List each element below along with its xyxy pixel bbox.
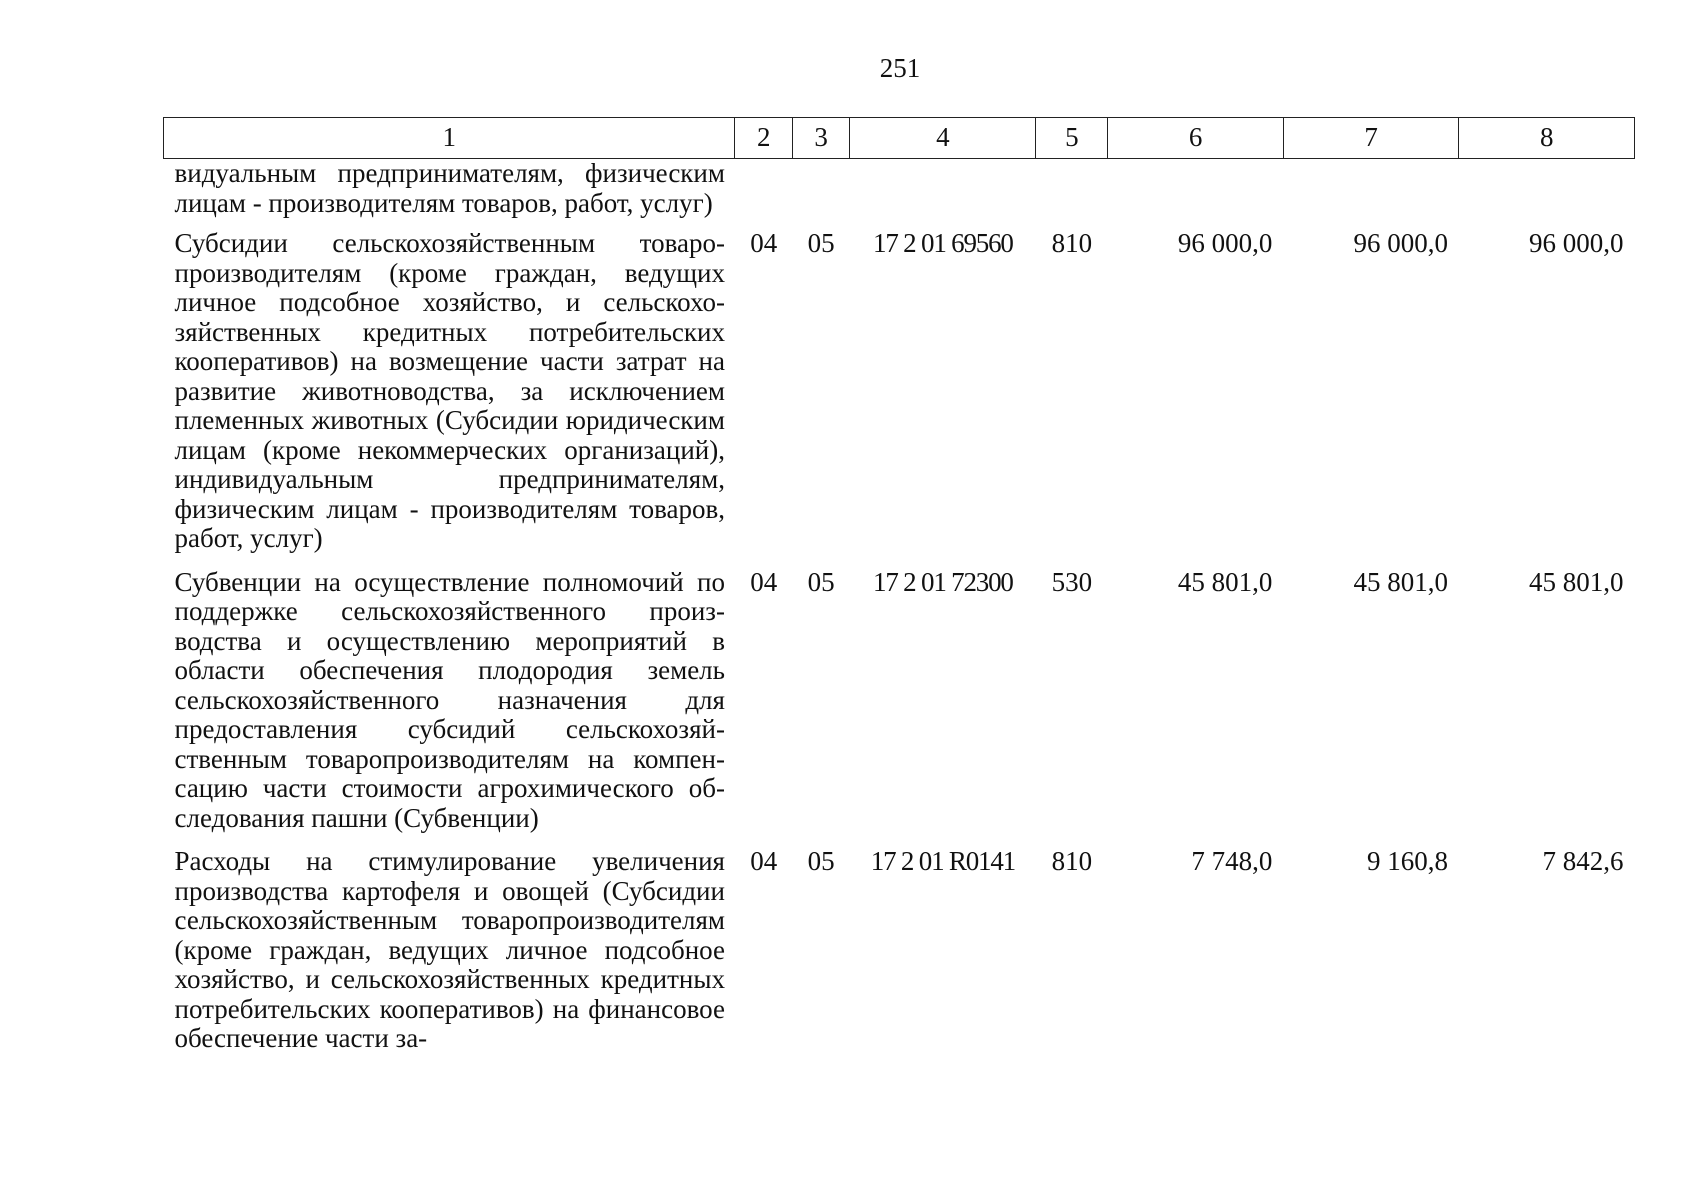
empty-cell xyxy=(1283,159,1459,230)
table-row xyxy=(164,847,1635,1068)
row-section-code: 04 xyxy=(750,228,778,258)
row-section-code: 04 xyxy=(750,566,778,597)
empty-cell xyxy=(735,159,792,230)
row-description: Субвенции на осуществление полномочий по поддержке сельскохозяйственного производства и осуществлению мероприятий в области обеспечения плодородия земель сельскохозяйственного назначения для предоставления субсидий сельскохозяйственным товаропроизводителям на компенсацию части стоимости агрохимического обследования пашни (Субвенции) xyxy=(174,566,725,833)
row-amount-1: 96 000,0 xyxy=(1177,228,1273,258)
column-header-2: 2 xyxy=(735,118,792,159)
empty-cell xyxy=(1108,159,1284,230)
continuation-text: видуальным предпринимателям, физическим лицам - производителям товаров, работ, услуг) xyxy=(174,158,725,218)
empty-cell xyxy=(1459,159,1635,230)
column-header-5: 5 xyxy=(1036,118,1108,159)
continuation-row xyxy=(164,159,1635,230)
row-amount-1: 7 748,0 xyxy=(1191,846,1273,876)
column-header-6: 6 xyxy=(1108,118,1284,159)
row-expense-type: 530 xyxy=(1051,566,1093,597)
column-header-4: 4 xyxy=(850,118,1036,159)
row-subsection-code: 05 xyxy=(807,228,835,258)
row-target-article: 17 2 01 R0141 xyxy=(870,846,1015,876)
row-amount-2: 96 000,0 xyxy=(1353,228,1448,258)
column-header-7: 7 xyxy=(1283,118,1459,159)
row-section-code: 04 xyxy=(750,846,778,876)
table-row xyxy=(164,568,1635,848)
row-amount-3: 7 842,6 xyxy=(1542,846,1624,876)
table-row xyxy=(164,229,1635,568)
row-amount-2: 9 160,8 xyxy=(1366,846,1448,876)
header-row xyxy=(164,118,1635,159)
empty-cell xyxy=(1036,159,1108,230)
row-amount-2: 45 801,0 xyxy=(1353,566,1448,597)
row-subsection-code: 05 xyxy=(807,846,835,876)
column-header-8: 8 xyxy=(1459,118,1635,159)
row-expense-type: 810 xyxy=(1051,228,1093,258)
row-description: Расходы на стимулирование увеличения производства картофеля и овощей (Субсидии сельскохозяйственным товаропроизводителям (кроме граждан, ведущих личное подсобное хозяйство, и сельскохозяйственных кредитных потребительских кооперативов) на финансовое обеспечение части за- xyxy=(174,846,725,1053)
row-amount-3: 96 000,0 xyxy=(1529,228,1624,258)
empty-cell xyxy=(850,159,1036,230)
column-header-3: 3 xyxy=(792,118,849,159)
page-number: 251 xyxy=(879,53,921,83)
row-amount-1: 45 801,0 xyxy=(1177,566,1273,597)
budget-table xyxy=(163,117,1635,1068)
row-expense-type: 810 xyxy=(1051,846,1093,876)
row-target-article: 17 2 01 72300 xyxy=(873,566,1013,597)
empty-cell xyxy=(792,159,849,230)
column-header-1: 1 xyxy=(164,118,735,159)
row-subsection-code: 05 xyxy=(807,566,835,597)
row-description: Субсидии сельскохозяйственным товаропроизводителям (кроме граждан, ведущих личное подсобное хозяйство, и сельскохозяйственных кредитных потребительских кооперативов) на возмещение части затрат на развитие животноводства, за исключением племенных животных (Субсидии юридическим лицам (кроме некоммерческих организаций), индивидуальным предпринимателям, физическим лицам - производителям товаров, работ, услуг) xyxy=(174,228,725,553)
row-amount-3: 45 801,0 xyxy=(1529,566,1624,597)
row-target-article: 17 2 01 69560 xyxy=(873,228,1013,258)
